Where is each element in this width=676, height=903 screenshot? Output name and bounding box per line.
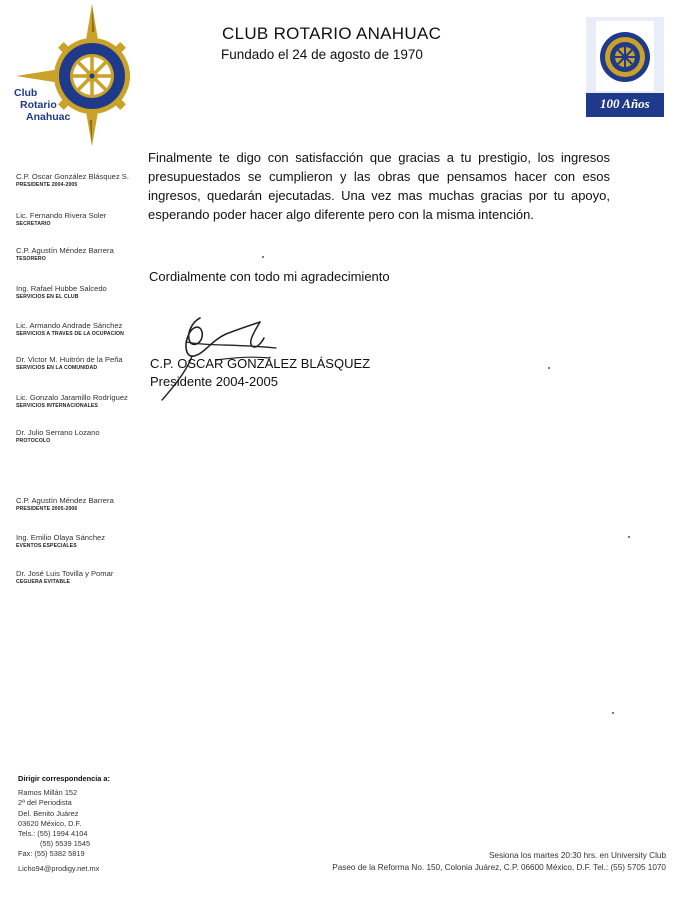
- officer-entry: [16, 321, 124, 337]
- footer-session-info: Sesiona los martes 20:30 hrs. en University Club: [488, 851, 666, 860]
- officer-role: TESORERO: [16, 256, 46, 262]
- address-line: 2ª del Periodista: [18, 798, 72, 808]
- footer-address: Paseo de la Reforma No. 150, Colonia Juárez, C.P. 06600 México, D.F. Tel.: (55) 5705 1070: [332, 863, 666, 872]
- scan-speck: [612, 712, 614, 714]
- officer-entry: [16, 569, 113, 585]
- officer-name: Dr. Julio Serrano Lozano: [16, 428, 100, 437]
- officer-role: SERVICIOS INTERNACIONALES: [16, 403, 98, 409]
- officer-name: Dr. Victor M. Huitrón de la Peña: [16, 355, 123, 364]
- officer-entry: [16, 211, 106, 227]
- club-logo: [10, 4, 130, 146]
- correspondence-heading: Dirigir correspondencia a:: [18, 774, 110, 783]
- correspondence-block: [18, 774, 110, 874]
- officer-role: EVENTOS ESPECIALES: [16, 543, 77, 549]
- rotary-wheel-icon: [10, 4, 130, 146]
- officer-role: SECRETARIO: [16, 221, 51, 227]
- badge-100-anos: 100 Años: [600, 96, 650, 111]
- officer-name: Dr. José Luis Tovilla y Pomar: [16, 569, 114, 578]
- officer-name: Lic. Fernando Rivera Soler: [16, 211, 107, 220]
- phone-line: (55) 5539 1545: [40, 839, 91, 849]
- scan-speck: [262, 256, 264, 258]
- club-title: CLUB ROTARIO ANAHUAC: [222, 24, 442, 43]
- officer-role: PROTOCOLO: [16, 438, 51, 444]
- letter-closing: Cordialmente con todo mi agradecimiento: [149, 269, 390, 284]
- footer: [332, 850, 666, 874]
- officer-name: C.P. Agustín Méndez Barrera: [16, 496, 114, 505]
- officer-role: PRESIDENTE 2005-2006: [16, 506, 78, 512]
- officer-entry: [16, 533, 105, 549]
- logo-text-anahuac: Anahuac: [26, 111, 71, 123]
- signer-name: C.P. OSCAR GONZÁLEZ BLÁSQUEZ: [150, 356, 371, 371]
- officer-role: SERVICIOS A TRAVES DE LA OCUPACION: [16, 331, 125, 337]
- fax-line: Fax: (55) 5382 5819: [18, 849, 85, 859]
- address-line: Ramos Millán 152: [18, 788, 78, 798]
- officer-entry: [16, 355, 123, 371]
- club-founded-subtitle: Fundado el 24 de agosto de 1970: [221, 47, 423, 62]
- officer-entry: [16, 172, 129, 188]
- officer-name: C.P. Oscar González Blásquez S.: [16, 172, 129, 181]
- email-address: Licho94@prodigy.net.mx: [18, 863, 100, 873]
- signer-title: Presidente 2004-2005: [150, 374, 278, 389]
- address-line: Del. Benito Juárez: [18, 808, 79, 818]
- officer-name: Lic. Armando Andrade Sánchez: [16, 321, 123, 330]
- centennial-badge: [586, 17, 664, 117]
- officer-name: Ing. Emilio Olaya Sánchez: [16, 533, 106, 542]
- officer-name: Ing. Rafael Hubbe Salcedo: [16, 284, 107, 293]
- officer-role: PRESIDENTE 2004-2005: [16, 182, 78, 188]
- officer-entry: [16, 428, 100, 444]
- officer-entry: [16, 496, 114, 512]
- officer-name: Lic. Gonzalo Jaramillo Rodríguez: [16, 393, 128, 402]
- officer-entry: [16, 246, 114, 262]
- logo-text-club: Club: [14, 87, 38, 99]
- letter-body: Finalmente te digo con satisfacción que gracias a tu prestigio, los ingresos presupuestados se cumplieron y las obras que pensamos hacer con esos ingresos, quedarán ejecutadas. Una vez mas muchas gracias por tu apoyo, esperando poder hacer algo diferente pero con la misma intención.: [148, 150, 610, 222]
- officer-role: SERVICIOS EN EL CLUB: [16, 294, 79, 300]
- officer-name: C.P. Agustín Méndez Barrera: [16, 246, 114, 255]
- officer-entry: [16, 284, 107, 300]
- phone-line: Tels.: (55) 1994 4104: [18, 829, 88, 839]
- address-line: 03620 México, D.F.: [18, 818, 82, 828]
- officer-role: SERVICIOS EN LA COMUNIDAD: [16, 365, 98, 371]
- scan-speck: [548, 367, 550, 369]
- officer-role: CEGUERA EVITABLE: [16, 579, 71, 585]
- logo-text-rotario: Rotario: [20, 99, 57, 111]
- officer-entry: [16, 393, 128, 409]
- scan-speck: [628, 536, 630, 538]
